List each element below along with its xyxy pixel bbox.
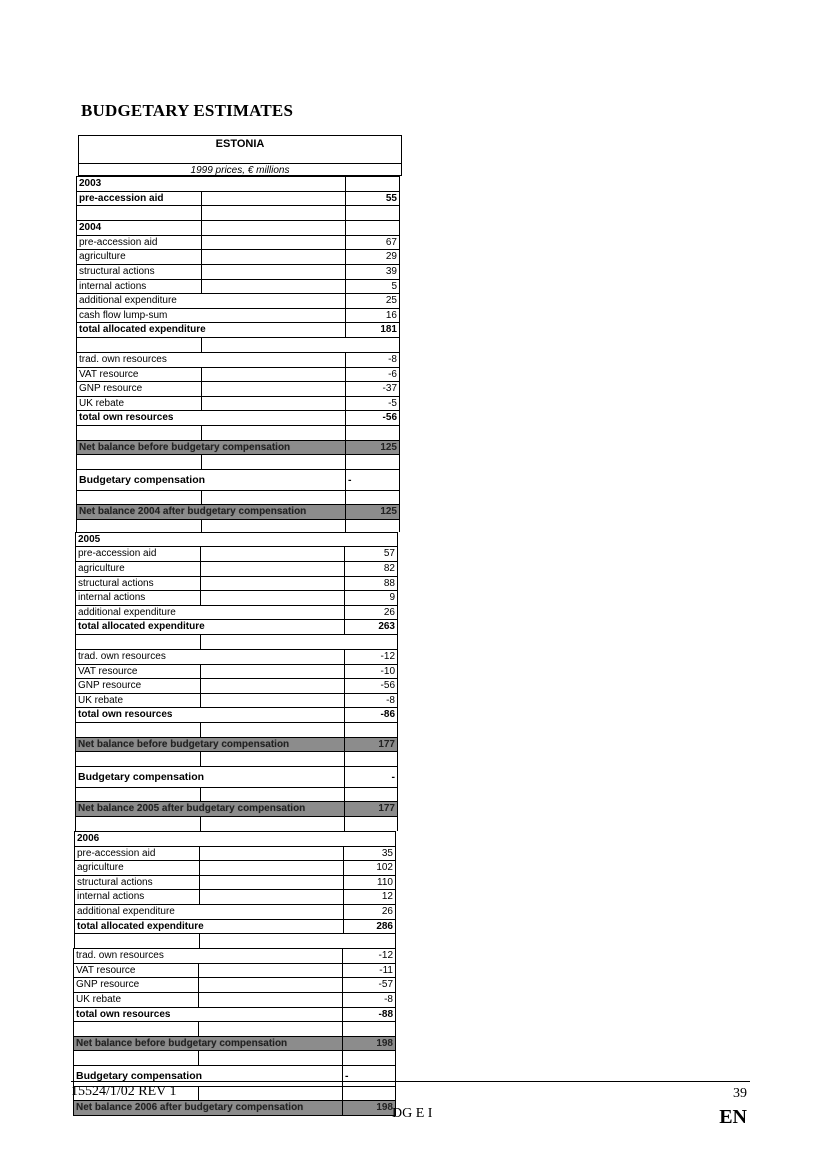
row-label: UK rebate bbox=[78, 694, 124, 706]
row-label: structural actions bbox=[79, 265, 155, 277]
directorate-label: DG E I bbox=[392, 1106, 433, 1121]
spacer-row bbox=[74, 1022, 395, 1037]
row-value: 12 bbox=[343, 890, 395, 904]
row-label: GNP resource bbox=[78, 680, 142, 692]
total-row bbox=[75, 920, 395, 934]
spacer-row bbox=[76, 788, 397, 803]
row-label: cash flow lump-sum bbox=[79, 309, 168, 321]
table-row bbox=[77, 309, 399, 324]
row-value: 57 bbox=[344, 547, 397, 561]
table-row bbox=[74, 993, 395, 1008]
spacer-row bbox=[75, 817, 398, 831]
row-label: UK rebate bbox=[76, 993, 122, 1005]
net-balance-row bbox=[76, 802, 397, 816]
row-value: -88 bbox=[342, 1008, 395, 1022]
row-value: -56 bbox=[344, 679, 397, 693]
compensation-row bbox=[77, 470, 399, 491]
row-label: total allocated expenditure bbox=[77, 920, 204, 932]
net-balance-row bbox=[74, 1037, 395, 1052]
year-label: 2004 bbox=[79, 222, 102, 234]
row-value: 102 bbox=[343, 861, 395, 875]
row-label: Net balance 2005 after budgetary compensation bbox=[78, 803, 306, 815]
year-label: 2003 bbox=[79, 178, 102, 189]
table-row bbox=[77, 397, 399, 412]
row-label: Net balance 2006 after budgetary compensation bbox=[76, 1102, 304, 1114]
row-value: 29 bbox=[345, 250, 399, 264]
row-value: -12 bbox=[342, 949, 395, 963]
compensation-row bbox=[76, 767, 397, 788]
row-label: pre-accession aid bbox=[79, 192, 164, 204]
table-header bbox=[78, 135, 402, 176]
row-value: 198 bbox=[342, 1037, 395, 1051]
row-label: Net balance before budgetary compensation bbox=[79, 441, 291, 453]
compensation-row bbox=[74, 1066, 395, 1087]
page-title: BUDGETARY ESTIMATES bbox=[81, 101, 294, 120]
spacer-row bbox=[77, 426, 399, 441]
table-row bbox=[77, 280, 399, 295]
total-row bbox=[76, 708, 397, 723]
year-heading-row bbox=[77, 177, 399, 192]
row-label: agriculture bbox=[78, 563, 125, 575]
year-heading-row bbox=[77, 221, 399, 236]
row-label: pre-accession aid bbox=[77, 847, 156, 859]
row-label: structural actions bbox=[78, 577, 154, 589]
table-row bbox=[77, 192, 399, 206]
row-value: -8 bbox=[342, 993, 395, 1007]
row-value: 5 bbox=[345, 280, 399, 294]
row-value: -6 bbox=[345, 368, 399, 382]
row-label: Net balance before budgetary compensation bbox=[76, 1037, 288, 1049]
net-balance-row bbox=[74, 1101, 395, 1115]
row-label: GNP resource bbox=[76, 979, 140, 991]
row-label: total own resources bbox=[76, 1008, 171, 1020]
row-value: -12 bbox=[344, 650, 397, 664]
row-label: internal actions bbox=[78, 592, 146, 604]
table-row bbox=[75, 847, 395, 862]
row-label: agriculture bbox=[79, 251, 126, 263]
document-reference: 15524/1/02 REV 1 bbox=[71, 1084, 177, 1099]
row-value: 263 bbox=[344, 620, 397, 634]
row-value: 35 bbox=[343, 847, 395, 861]
row-value: -11 bbox=[342, 964, 395, 978]
page-number: 39 bbox=[733, 1086, 747, 1101]
spacer-row bbox=[76, 520, 400, 532]
table-row bbox=[76, 694, 397, 709]
net-balance-row bbox=[77, 441, 399, 456]
row-value: -5 bbox=[345, 397, 399, 411]
spacer-row bbox=[77, 455, 399, 470]
row-value: 198 bbox=[342, 1101, 395, 1115]
header-divider bbox=[79, 163, 401, 164]
spacer-row bbox=[75, 635, 398, 649]
table-row bbox=[77, 265, 399, 280]
table-row bbox=[75, 905, 395, 920]
row-value: 110 bbox=[343, 876, 395, 890]
table-row bbox=[77, 368, 399, 383]
row-label: internal actions bbox=[77, 891, 145, 903]
year-heading-row bbox=[75, 832, 395, 847]
spacer-row bbox=[76, 723, 397, 738]
year-2004-block bbox=[76, 220, 400, 338]
row-value: 125 bbox=[345, 505, 399, 519]
row-value: 9 bbox=[344, 591, 397, 605]
budget-table bbox=[72, 135, 402, 1116]
row-value: - bbox=[345, 470, 399, 490]
table-row bbox=[77, 382, 399, 397]
total-row bbox=[74, 1008, 395, 1023]
row-label: total own resources bbox=[78, 709, 173, 721]
resources-block bbox=[75, 649, 398, 817]
row-label: trad. own resources bbox=[76, 950, 164, 962]
row-value: 286 bbox=[343, 920, 395, 934]
row-label: total allocated expenditure bbox=[78, 621, 205, 633]
row-label: total allocated expenditure bbox=[79, 324, 206, 336]
row-value: 177 bbox=[344, 802, 397, 816]
total-row bbox=[77, 411, 399, 426]
table-row bbox=[75, 876, 395, 891]
spacer-row bbox=[76, 206, 400, 220]
row-value: 39 bbox=[345, 265, 399, 279]
row-value: 26 bbox=[344, 606, 397, 620]
spacer-row bbox=[74, 1051, 395, 1066]
year-2005-block bbox=[75, 532, 398, 635]
row-value: 16 bbox=[345, 309, 399, 323]
table-row bbox=[76, 679, 397, 694]
table-row bbox=[75, 861, 395, 876]
net-balance-row bbox=[76, 738, 397, 753]
table-row bbox=[77, 353, 399, 368]
year-2003-block bbox=[76, 176, 400, 206]
units-caption: 1999 prices, € millions bbox=[190, 165, 290, 176]
row-value: -57 bbox=[342, 978, 395, 992]
row-value: 125 bbox=[345, 441, 399, 455]
row-label: trad. own resources bbox=[78, 651, 166, 663]
table-row bbox=[76, 562, 397, 577]
row-value: 67 bbox=[345, 236, 399, 250]
row-value: 88 bbox=[344, 577, 397, 591]
row-label: UK rebate bbox=[79, 397, 125, 409]
row-value: 26 bbox=[343, 905, 395, 919]
year-2006-block bbox=[74, 831, 396, 934]
row-label: total own resources bbox=[79, 412, 174, 424]
spacer-row bbox=[74, 1087, 395, 1102]
row-label: VAT resource bbox=[76, 964, 136, 976]
row-value: 25 bbox=[345, 294, 399, 308]
row-label: Budgetary compensation bbox=[78, 770, 205, 783]
row-value: -8 bbox=[345, 353, 399, 367]
row-value: -8 bbox=[344, 694, 397, 708]
total-row bbox=[76, 620, 397, 634]
row-label: Net balance before budgetary compensation bbox=[78, 738, 290, 750]
total-row bbox=[77, 323, 399, 337]
row-value: 55 bbox=[345, 192, 399, 206]
row-value: -37 bbox=[345, 382, 399, 396]
row-value: -86 bbox=[344, 708, 397, 722]
table-row bbox=[76, 606, 397, 621]
table-row bbox=[77, 250, 399, 265]
spacer-row bbox=[77, 491, 399, 506]
row-value: -10 bbox=[344, 665, 397, 679]
row-value: 82 bbox=[344, 562, 397, 576]
row-label: pre-accession aid bbox=[78, 548, 157, 560]
year-heading-row bbox=[76, 533, 397, 548]
language-code: EN bbox=[719, 1106, 747, 1128]
row-label: additional expenditure bbox=[78, 606, 176, 618]
table-row bbox=[76, 547, 397, 562]
year-label: 2006 bbox=[77, 832, 100, 844]
resources-block bbox=[73, 948, 396, 1116]
table-row bbox=[74, 978, 395, 993]
row-label: Budgetary compensation bbox=[79, 473, 206, 486]
table-row bbox=[75, 890, 395, 905]
row-label: additional expenditure bbox=[79, 295, 177, 307]
row-label: Budgetary compensation bbox=[76, 1069, 203, 1082]
table-row bbox=[74, 964, 395, 979]
row-label: VAT resource bbox=[79, 368, 139, 380]
net-balance-row bbox=[77, 505, 399, 519]
table-row bbox=[77, 294, 399, 309]
table-row bbox=[76, 591, 397, 606]
row-value: - bbox=[342, 1066, 395, 1086]
row-label: structural actions bbox=[77, 876, 153, 888]
resources-block bbox=[76, 352, 400, 520]
row-label: internal actions bbox=[79, 280, 147, 292]
row-label: pre-accession aid bbox=[79, 236, 158, 248]
year-label: 2005 bbox=[78, 533, 101, 545]
row-label: agriculture bbox=[77, 862, 124, 874]
row-label: VAT resource bbox=[78, 665, 138, 677]
table-row bbox=[77, 236, 399, 251]
row-value: 181 bbox=[345, 323, 399, 337]
table-row bbox=[76, 650, 397, 665]
row-value: - bbox=[344, 767, 397, 787]
row-label: Net balance 2004 after budgetary compensation bbox=[79, 506, 307, 518]
spacer-row bbox=[76, 338, 400, 352]
table-row bbox=[76, 577, 397, 592]
table-row bbox=[76, 665, 397, 680]
spacer-row bbox=[74, 934, 396, 948]
row-value: -56 bbox=[345, 411, 399, 425]
row-value: 177 bbox=[344, 738, 397, 752]
row-label: additional expenditure bbox=[77, 905, 175, 917]
row-label: trad. own resources bbox=[79, 353, 167, 365]
table-row bbox=[74, 949, 395, 964]
row-label: GNP resource bbox=[79, 383, 143, 395]
spacer-row bbox=[76, 752, 397, 767]
country-title: ESTONIA bbox=[215, 138, 265, 150]
